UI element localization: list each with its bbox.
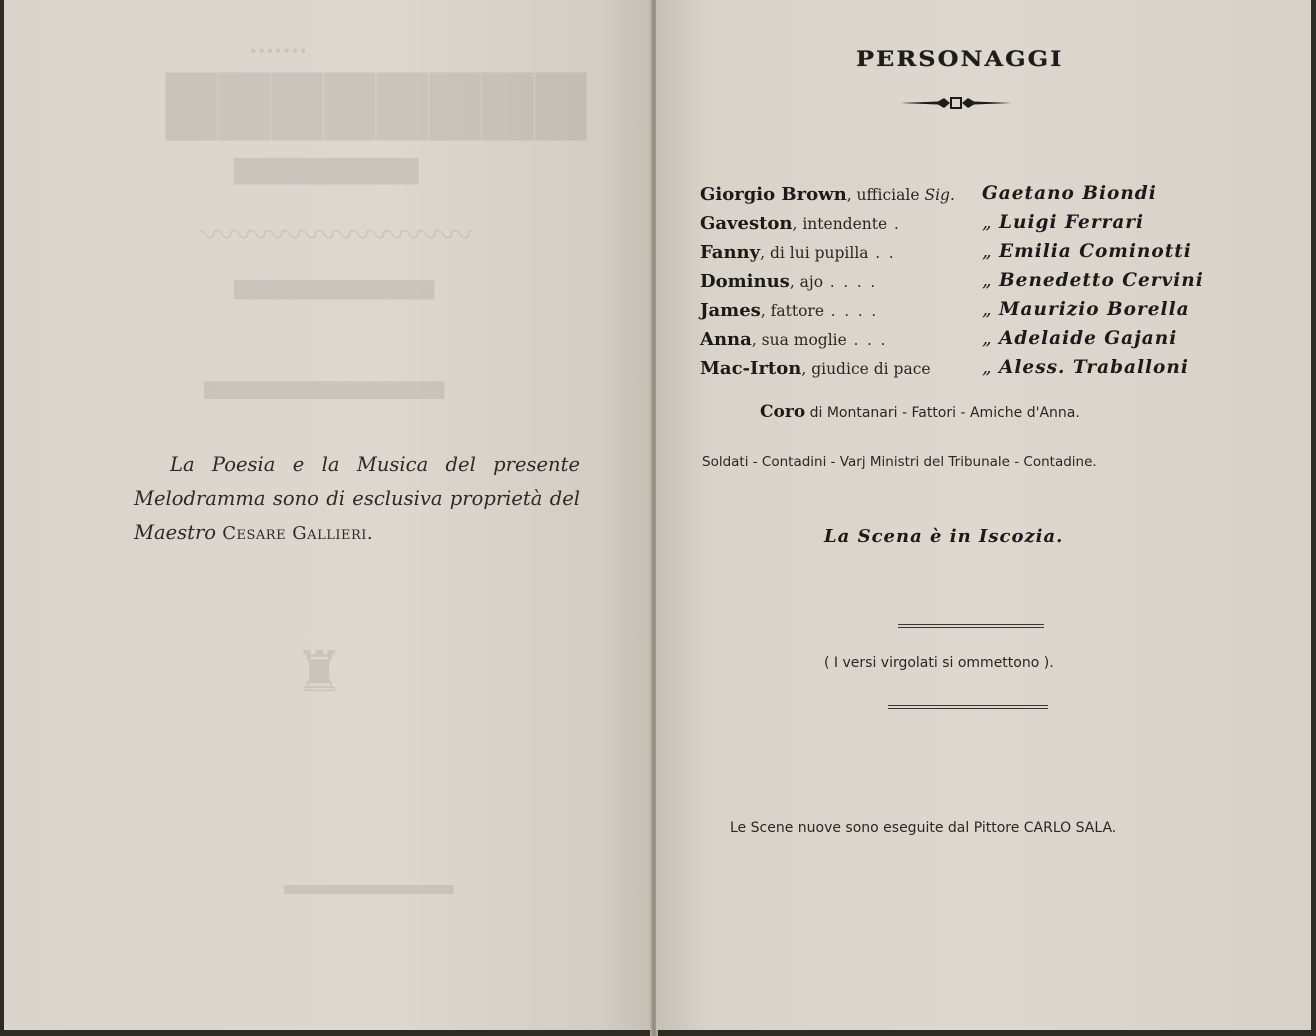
bleed-through: ▇▇▇▇▇▇▇▇ (164, 62, 587, 140)
character-description: , di lui pupilla (760, 244, 869, 262)
ditto-mark: „ (982, 270, 992, 291)
scenery-credit: Le Scene nuove sono eseguite dal Pittore CARLO SALA. (730, 820, 1117, 836)
bleed-through: ♜ (294, 640, 345, 705)
bleed-through: ▆▆▆▆▆▆▆▆ (234, 150, 419, 185)
leader-dots: . . . . (823, 273, 878, 291)
divider-rule (898, 624, 1044, 625)
ditto-mark: „ (982, 241, 992, 262)
actor-name: Maurizio Borella (999, 299, 1190, 320)
character-description: , ufficiale (846, 186, 920, 204)
character-description: , giudice di pace (801, 360, 931, 378)
bleed-through: ▃▃▃▃▃▃▃▃▃▃▃ (284, 870, 454, 894)
right-page (656, 0, 1311, 1030)
bleed-through: ······· (249, 36, 308, 65)
bleed-through: ▅▅▅▅▅▅▅▅▅▅ (234, 270, 434, 300)
cast-row (700, 242, 1220, 271)
cast-row (700, 213, 1220, 242)
character-description: , fattore (760, 302, 825, 320)
character-name: Fanny (700, 242, 761, 263)
actor-name: Gaetano Biondi (982, 183, 1157, 204)
leader-dots: . (887, 215, 901, 233)
coro-text: di Montanari - Fattori - Amiche d'Anna. (805, 405, 1080, 421)
setting-line: La Scena è in Iscozia. (824, 526, 1064, 547)
cast-row (700, 271, 1220, 300)
leader-dots: . . . (846, 331, 888, 349)
actor-name: Luigi Ferrari (999, 212, 1145, 233)
ditto-mark: „ (982, 328, 992, 349)
sig-prefix: Sig. (924, 186, 955, 204)
ditto-mark: „ (982, 212, 992, 233)
divider-rule (888, 705, 1048, 706)
notice-text: La Poesia e la Musica del presente Melodramma sono di esclusiva proprietà del Maestro (134, 453, 580, 544)
character-name: Giorgio Brown (700, 184, 847, 205)
character-name: Anna (700, 329, 752, 350)
character-description: , ajo (789, 273, 824, 291)
chorus-line (760, 402, 1080, 422)
character-description: , sua moglie (751, 331, 847, 349)
ditto-mark: „ (982, 299, 992, 320)
extras-line: Soldati - Contadini - Varj Ministri del Tribunale - Contadine. (702, 454, 1097, 470)
character-name: James (700, 300, 761, 321)
actor-name: Benedetto Cervini (999, 270, 1204, 291)
copyright-notice (134, 448, 580, 551)
character-name: Dominus (700, 271, 790, 292)
composer-name: Cesare Gallieri. (222, 523, 374, 544)
actor-name: Emilia Cominotti (999, 241, 1192, 262)
title-ornament (900, 96, 1012, 110)
ditto-mark: „ (982, 357, 992, 378)
actor-name: Adelaide Gajani (999, 328, 1178, 349)
actor-name: Aless. Traballoni (999, 357, 1189, 378)
cast-row (700, 329, 1220, 358)
cast-list (700, 184, 1220, 387)
bleed-through: 〰〰〰〰〰〰〰〰 (204, 216, 476, 256)
cast-row (700, 358, 1220, 387)
character-description: , intendente (792, 215, 888, 233)
bleed-through: ▅▅▅▅▅▅▅▅▅▅▅▅▅ (204, 370, 444, 399)
character-name: Mac-Irton (700, 358, 802, 379)
leader-dots: . . (868, 244, 896, 262)
page-title: PERSONAGGI (856, 45, 1064, 72)
coro-label: Coro (760, 402, 806, 422)
character-name: Gaveston (700, 213, 793, 234)
cast-row (700, 300, 1220, 329)
cast-row (700, 184, 1220, 213)
verses-note: ( I versi virgolati si ommettono ). (824, 655, 1054, 671)
leader-dots: . . . . (824, 302, 879, 320)
